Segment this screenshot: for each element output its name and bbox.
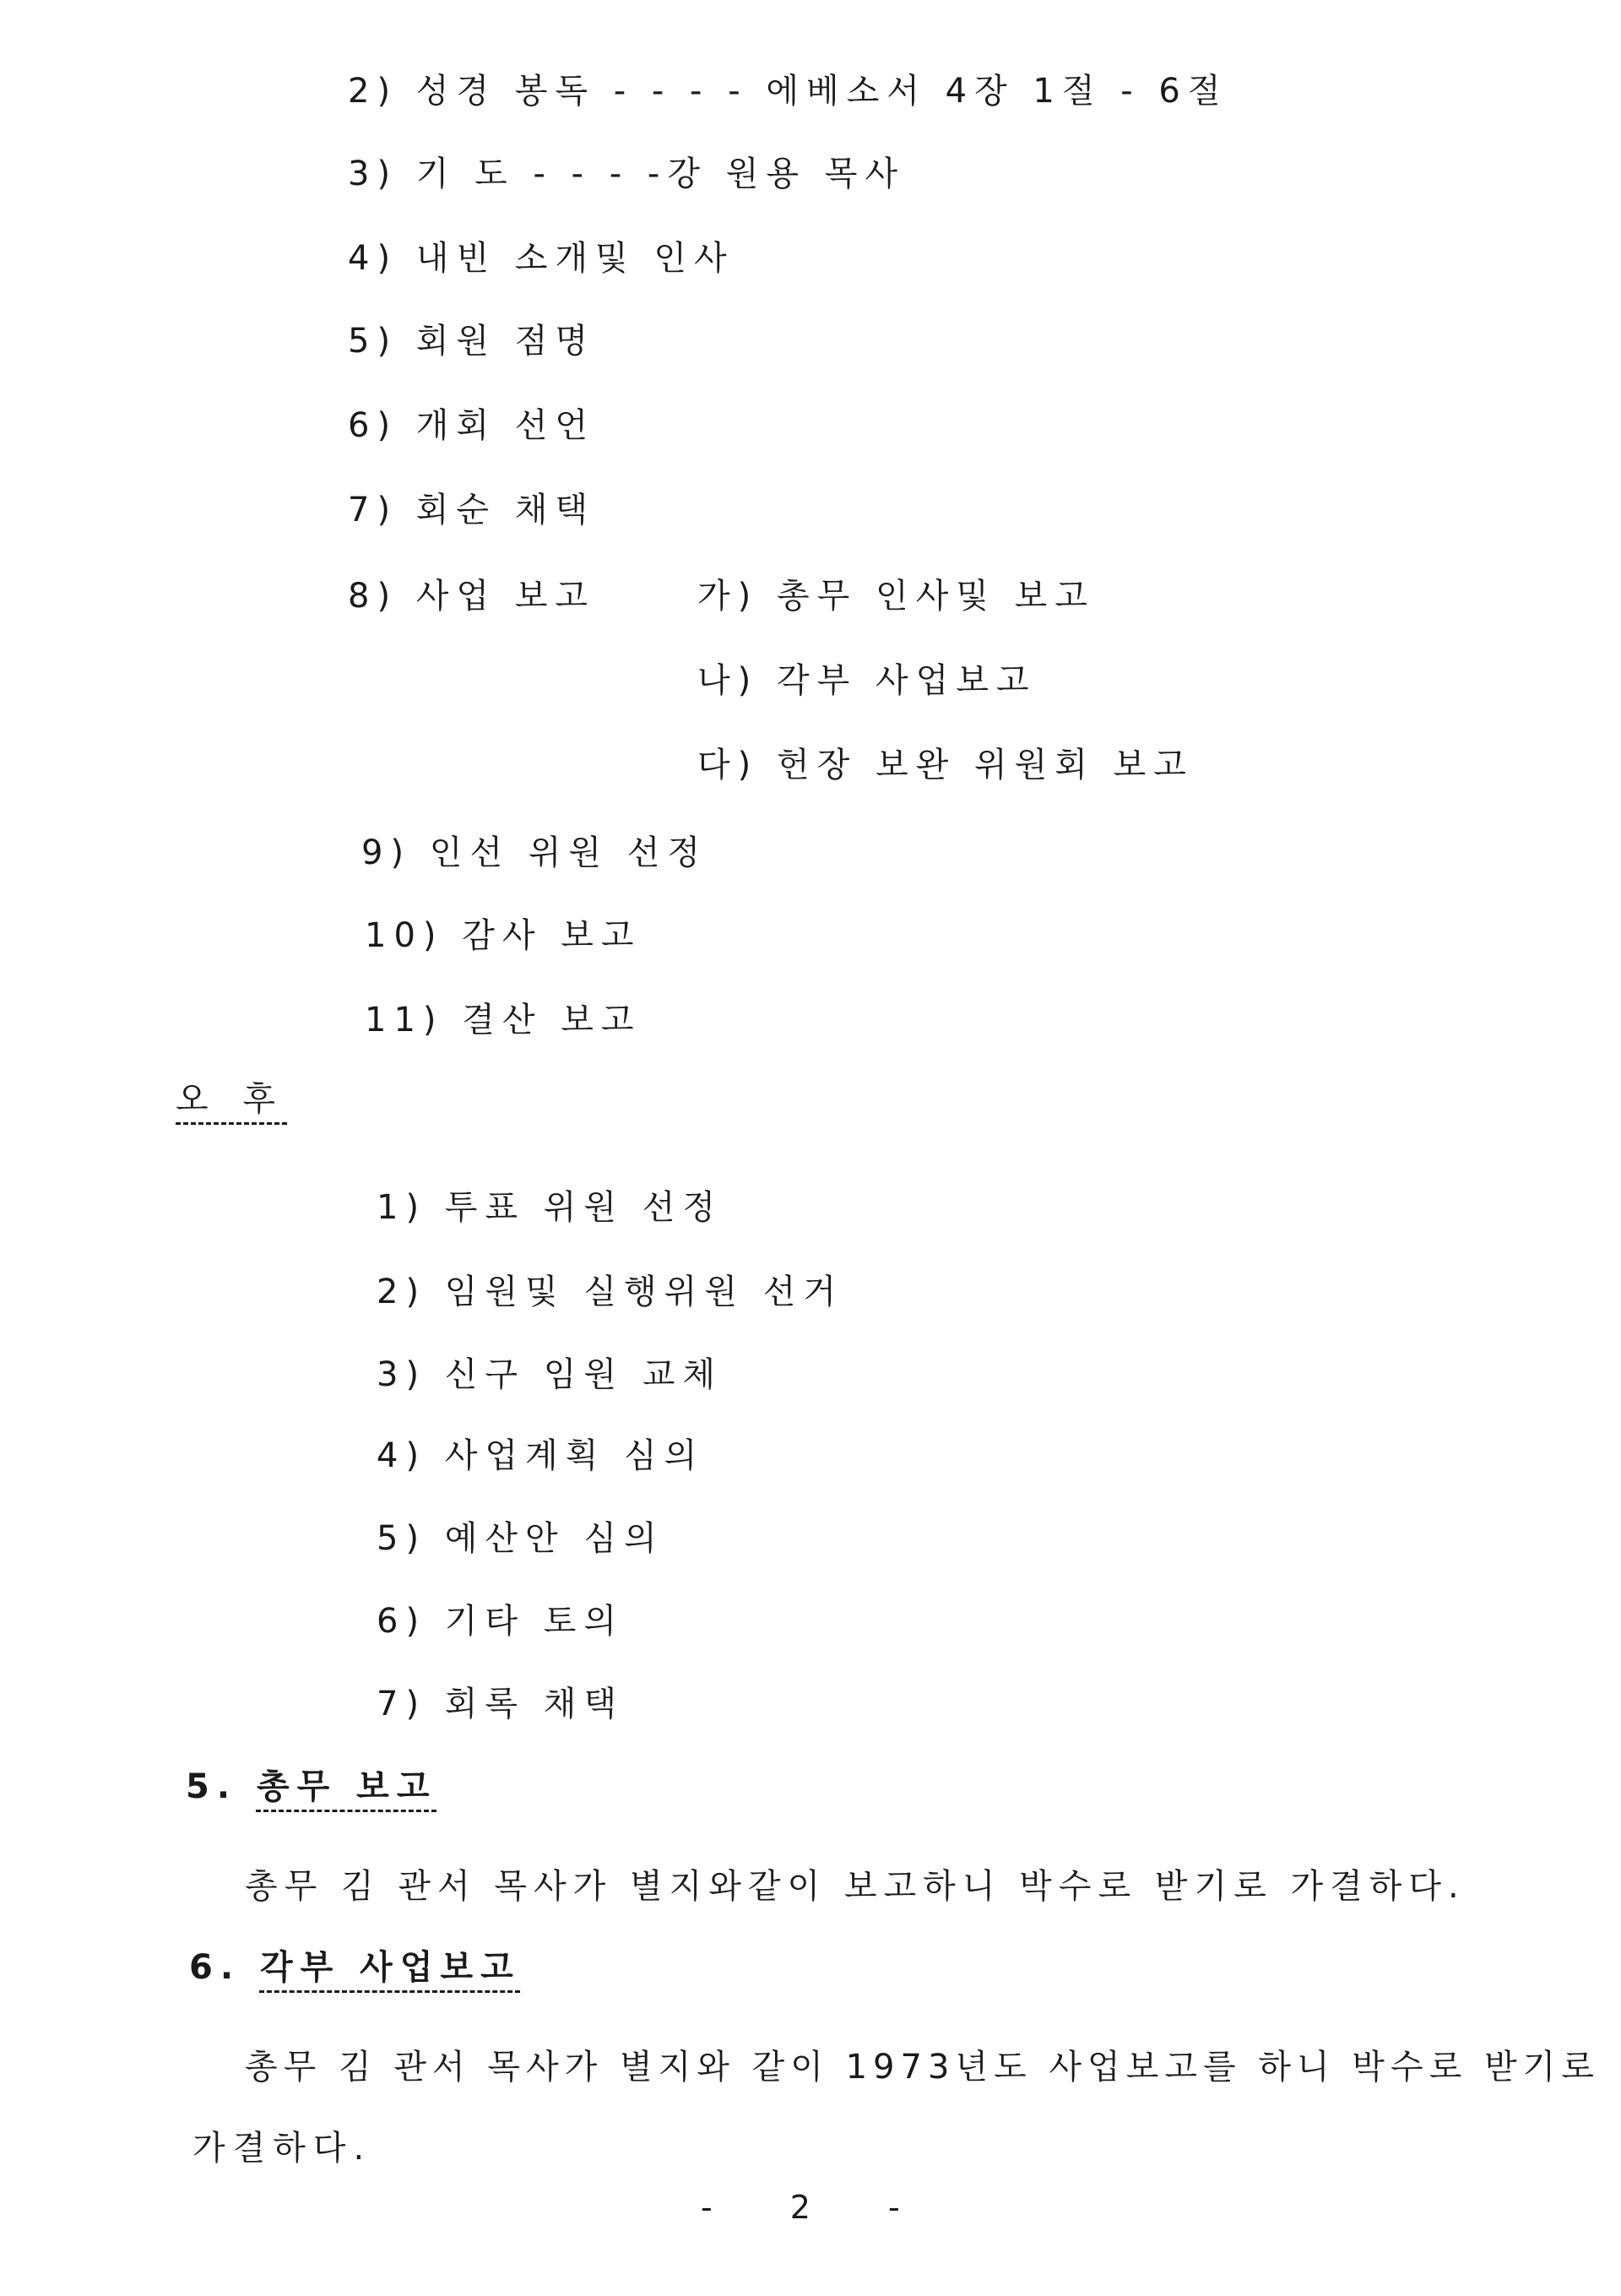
afternoon-heading: 오 후 [176, 1080, 287, 1119]
afternoon-item: 6) 기타 토의 [377, 1602, 625, 1641]
agenda-item: 7) 회순 채택 [348, 491, 596, 529]
section-number: 6. [189, 1948, 241, 1987]
section-title: 총무 보고 [256, 1767, 437, 1806]
afternoon-item: 3) 신구 임원 교체 [377, 1355, 724, 1394]
section-number: 5. [186, 1767, 238, 1806]
agenda-item: 4) 내빈 소개및 인사 [348, 239, 735, 278]
afternoon-item: 7) 회록 채택 [377, 1685, 625, 1723]
agenda-item: 2) 성경 봉독 - - - - 에베소서 4장 1절 - 6절 [348, 72, 1228, 111]
section-5-heading [186, 1767, 437, 1806]
agenda-item: 9) 인선 위원 선정 [361, 833, 708, 872]
agenda-item: 10) 감사 보고 [365, 916, 642, 955]
section-6-body-cont: 가결하다. [192, 2129, 372, 2168]
agenda-item: 8) 사업 보고 [348, 577, 596, 616]
afternoon-item: 4) 사업계획 심의 [377, 1436, 705, 1475]
page-number: - 2 - [701, 2189, 934, 2226]
afternoon-item: 5) 예산안 심의 [377, 1519, 664, 1558]
agenda-item: 11) 결산 보고 [365, 1001, 642, 1039]
agenda-item: 3) 기 도 - - - -강 원용 목사 [348, 155, 905, 193]
section-title: 각부 사업보고 [259, 1948, 521, 1987]
agenda-item: 6) 개회 선언 [348, 406, 596, 445]
afternoon-item: 2) 임원및 실행위원 선거 [377, 1273, 843, 1311]
agenda-subitem: 다) 헌장 보완 위원회 보고 [697, 746, 1194, 784]
section-5-body: 총무 김 관서 목사가 별지와같이 보고하니 박수로 받기로 가결하다. [245, 1867, 1466, 1906]
agenda-item: 5) 회원 점명 [348, 322, 596, 361]
agenda-subitem: 나) 각부 사업보고 [697, 661, 1037, 700]
afternoon-item: 1) 투표 위원 선정 [377, 1188, 724, 1227]
section-6-body: 총무 김 관서 목사가 별지와 같이 1973년도 사업보고를 하니 박수로 받기로 [245, 2048, 1600, 2087]
section-6-heading [189, 1948, 521, 1987]
agenda-subitem: 가) 총무 인사및 보고 [697, 577, 1095, 616]
